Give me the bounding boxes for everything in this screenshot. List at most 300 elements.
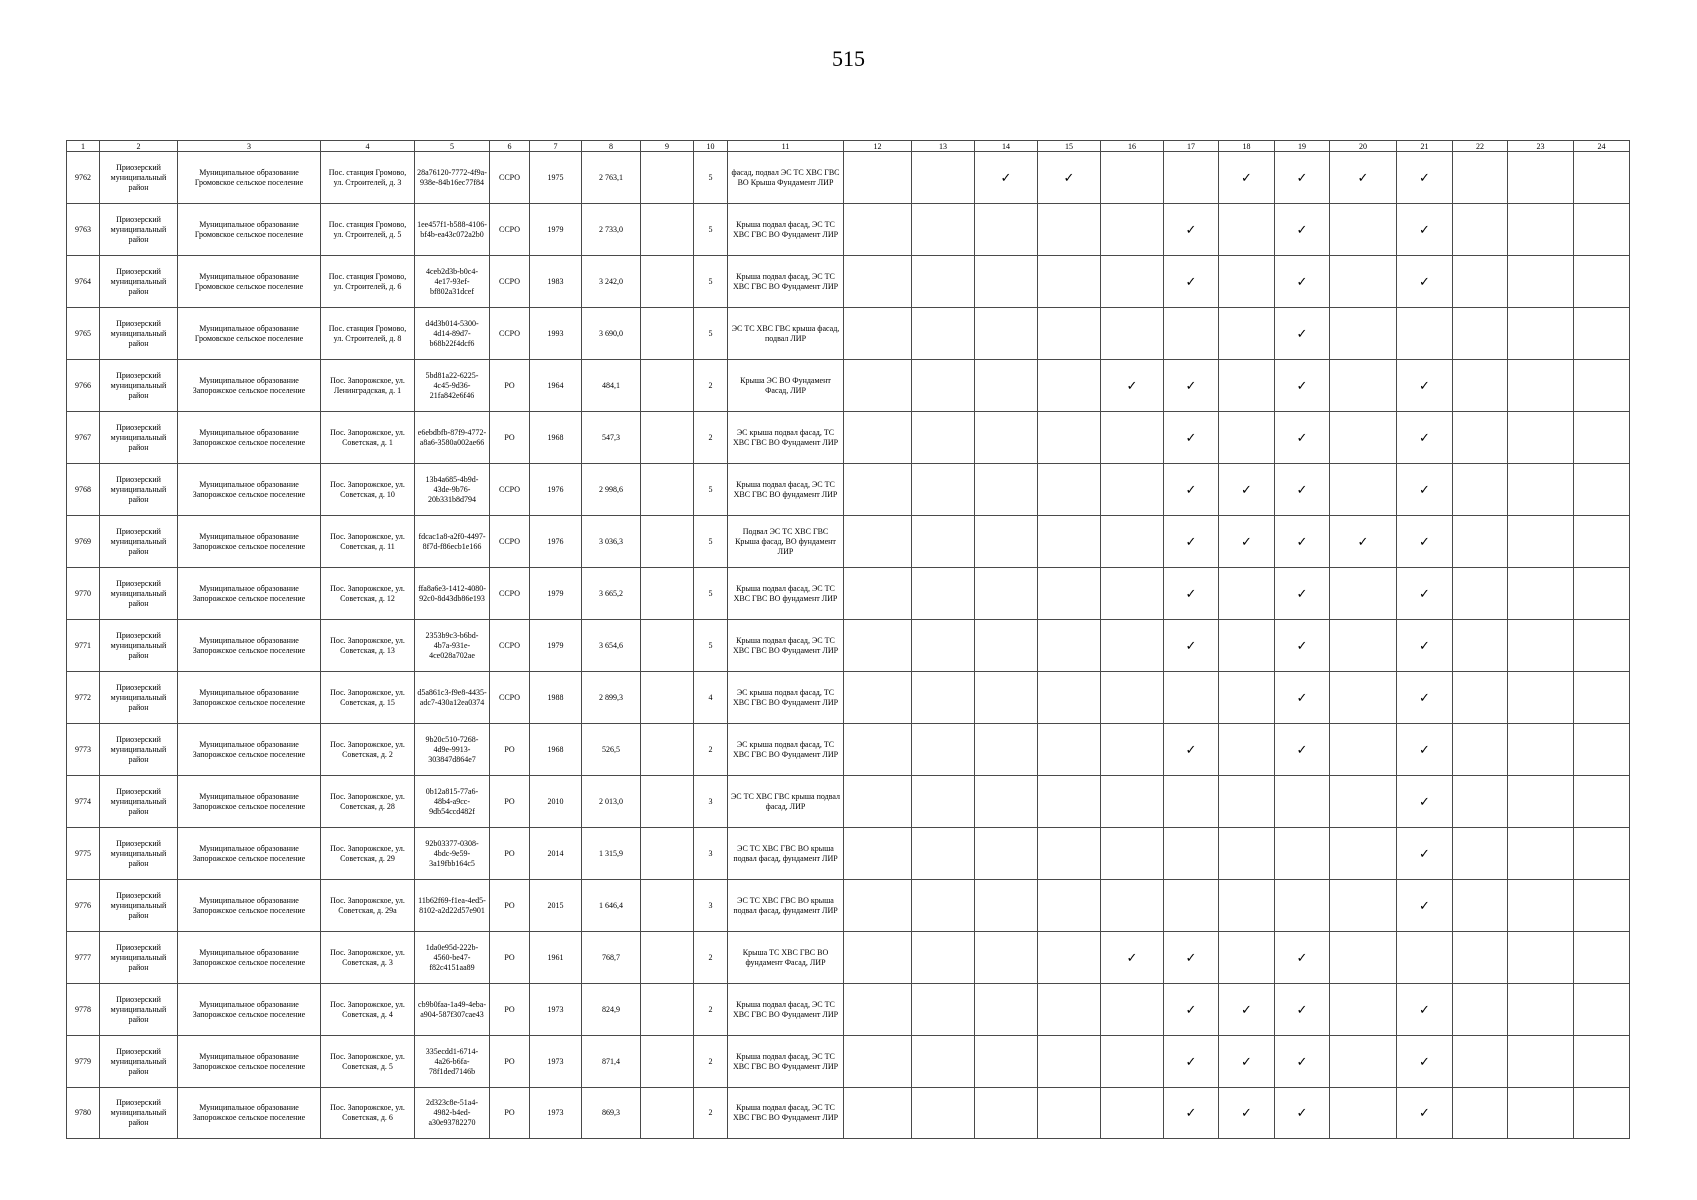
guid-cell: 4ceb2d3b-b0c4-4e17-93ef-bf802a31dcef: [415, 256, 490, 308]
column-9-cell: [641, 1088, 694, 1139]
works-list-cell: Крыша подвал фасад, ЭС ТС ХВС ГВС ВО Фундамент ЛИР: [728, 256, 844, 308]
empty-cell: [912, 256, 975, 308]
empty-cell: [1219, 672, 1275, 724]
address-cell: Пос. Запорожское, ул. Советская, д. 2: [321, 724, 415, 776]
record-number: 9772: [67, 672, 100, 724]
empty-cell: [912, 568, 975, 620]
column-header-21: 21: [1397, 141, 1453, 152]
column-9-cell: [641, 620, 694, 672]
check-mark-icon: ✓: [1275, 984, 1330, 1036]
check-mark-icon: ✓: [1397, 516, 1453, 568]
empty-cell: [1038, 308, 1101, 360]
empty-cell: [1101, 308, 1164, 360]
empty-cell: [1164, 776, 1219, 828]
table-row: [67, 932, 1630, 984]
works-list-cell: Подвал ЭС ТС ХВС ГВС Крыша фасад, ВО фундамент ЛИР: [728, 516, 844, 568]
empty-cell: [844, 672, 912, 724]
empty-cell: [975, 1088, 1038, 1139]
empty-cell: [1038, 1036, 1101, 1088]
year-cell: 1975: [530, 152, 582, 204]
check-mark-icon: ✓: [1397, 568, 1453, 620]
guid-cell: fdcac1a8-a2f0-4497-8f7d-f86ecb1e166: [415, 516, 490, 568]
empty-cell: [1508, 1088, 1574, 1139]
guid-cell: 0b12a815-77a6-48b4-a9cc-9db54ccd482f: [415, 776, 490, 828]
guid-cell: 11b62f69-f1ea-4ed5-8102-a2d22d57e901: [415, 880, 490, 932]
guid-cell: 9b20c510-7268-4d9e-9913-303847d864e7: [415, 724, 490, 776]
column-10-cell: 3: [694, 880, 728, 932]
column-9-cell: [641, 308, 694, 360]
empty-cell: [1330, 568, 1397, 620]
municipality-cell: Муниципальное образование Запорожское сельское поселение: [178, 672, 321, 724]
header-row: [67, 141, 1630, 152]
record-number: 9780: [67, 1088, 100, 1139]
area-cell: 2 998,6: [582, 464, 641, 516]
empty-cell: [912, 308, 975, 360]
empty-cell: [912, 828, 975, 880]
empty-cell: [912, 516, 975, 568]
building-type-cell: ССРО: [490, 516, 530, 568]
works-list-cell: Крыша подвал фасад, ЭС ТС ХВС ГВС ВО фундамент ЛИР: [728, 464, 844, 516]
address-cell: Пос. Запорожское, ул. Советская, д. 11: [321, 516, 415, 568]
empty-cell: [1397, 932, 1453, 984]
guid-cell: 1da0e95d-222b-4560-be47-f82c4151aa89: [415, 932, 490, 984]
works-list-cell: Крыша подвал фасад, ЭС ТС ХВС ГВС ВО Фундамент ЛИР: [728, 1036, 844, 1088]
column-header-24: 24: [1574, 141, 1630, 152]
check-mark-icon: ✓: [1219, 464, 1275, 516]
address-cell: Пос. станция Громово, ул. Строителей, д. 3: [321, 152, 415, 204]
check-mark-icon: ✓: [1397, 776, 1453, 828]
empty-cell: [1508, 568, 1574, 620]
empty-cell: [1038, 256, 1101, 308]
area-cell: 869,3: [582, 1088, 641, 1139]
column-10-cell: 5: [694, 620, 728, 672]
empty-cell: [912, 724, 975, 776]
empty-cell: [1219, 880, 1275, 932]
column-10-cell: 2: [694, 412, 728, 464]
empty-cell: [1508, 620, 1574, 672]
empty-cell: [1101, 984, 1164, 1036]
column-10-cell: 3: [694, 828, 728, 880]
record-number: 9775: [67, 828, 100, 880]
empty-cell: [844, 308, 912, 360]
empty-cell: [1508, 1036, 1574, 1088]
year-cell: 1976: [530, 464, 582, 516]
empty-cell: [975, 880, 1038, 932]
empty-cell: [844, 412, 912, 464]
municipality-cell: Муниципальное образование Громовское сельское поселение: [178, 308, 321, 360]
address-cell: Пос. Запорожское, ул. Советская, д. 5: [321, 1036, 415, 1088]
check-mark-icon: ✓: [1164, 464, 1219, 516]
table-row: [67, 360, 1630, 412]
empty-cell: [1574, 932, 1630, 984]
empty-cell: [1508, 672, 1574, 724]
works-list-cell: ЭС ТС ХВС ГВС крыша фасад, подвал ЛИР: [728, 308, 844, 360]
empty-cell: [1038, 880, 1101, 932]
record-number: 9763: [67, 204, 100, 256]
empty-cell: [1330, 1036, 1397, 1088]
record-number: 9771: [67, 620, 100, 672]
area-cell: 547,3: [582, 412, 641, 464]
check-mark-icon: ✓: [1397, 1088, 1453, 1139]
check-mark-icon: ✓: [1397, 880, 1453, 932]
address-cell: Пос. Запорожское, ул. Советская, д. 12: [321, 568, 415, 620]
column-header-4: 4: [321, 141, 415, 152]
column-header-17: 17: [1164, 141, 1219, 152]
empty-cell: [1453, 256, 1508, 308]
municipality-cell: Муниципальное образование Запорожское сельское поселение: [178, 516, 321, 568]
check-mark-icon: ✓: [1101, 360, 1164, 412]
column-header-5: 5: [415, 141, 490, 152]
year-cell: 1973: [530, 1088, 582, 1139]
empty-cell: [1574, 880, 1630, 932]
column-header-10: 10: [694, 141, 728, 152]
check-mark-icon: ✓: [1164, 204, 1219, 256]
check-mark-icon: ✓: [1275, 672, 1330, 724]
empty-cell: [975, 828, 1038, 880]
guid-cell: 2353b9c3-b6bd-4b7a-931e-4ce028a702ae: [415, 620, 490, 672]
empty-cell: [1275, 880, 1330, 932]
check-mark-icon: ✓: [1038, 152, 1101, 204]
empty-cell: [1508, 516, 1574, 568]
empty-cell: [1101, 672, 1164, 724]
empty-cell: [1101, 412, 1164, 464]
building-type-cell: РО: [490, 776, 530, 828]
check-mark-icon: ✓: [1164, 1088, 1219, 1139]
empty-cell: [975, 412, 1038, 464]
empty-cell: [1453, 984, 1508, 1036]
year-cell: 1961: [530, 932, 582, 984]
empty-cell: [1508, 412, 1574, 464]
empty-cell: [1508, 724, 1574, 776]
empty-cell: [1330, 984, 1397, 1036]
empty-cell: [844, 620, 912, 672]
municipality-cell: Муниципальное образование Запорожское сельское поселение: [178, 880, 321, 932]
empty-cell: [1453, 412, 1508, 464]
guid-cell: cb9b0faa-1a49-4eba-a904-587f307cae43: [415, 984, 490, 1036]
building-type-cell: ССРО: [490, 672, 530, 724]
table-row: [67, 516, 1630, 568]
check-mark-icon: ✓: [1275, 932, 1330, 984]
empty-cell: [1038, 1088, 1101, 1139]
empty-cell: [1164, 828, 1219, 880]
check-mark-icon: ✓: [1164, 724, 1219, 776]
column-header-7: 7: [530, 141, 582, 152]
column-9-cell: [641, 828, 694, 880]
works-list-cell: Крыша подвал фасад, ЭС ТС ХВС ГВС ВО Фундамент ЛИР: [728, 620, 844, 672]
municipality-cell: Муниципальное образование Запорожское сельское поселение: [178, 984, 321, 1036]
check-mark-icon: ✓: [1275, 620, 1330, 672]
record-number: 9764: [67, 256, 100, 308]
district-cell: Приозерский муниципальный район: [100, 932, 178, 984]
address-cell: Пос. Запорожское, ул. Советская, д. 6: [321, 1088, 415, 1139]
empty-cell: [1219, 620, 1275, 672]
address-cell: Пос. Запорожское, ул. Советская, д. 4: [321, 984, 415, 1036]
district-cell: Приозерский муниципальный район: [100, 256, 178, 308]
municipality-cell: Муниципальное образование Запорожское сельское поселение: [178, 1088, 321, 1139]
district-cell: Приозерский муниципальный район: [100, 1036, 178, 1088]
check-mark-icon: ✓: [1275, 308, 1330, 360]
empty-cell: [1574, 828, 1630, 880]
column-10-cell: 2: [694, 360, 728, 412]
check-mark-icon: ✓: [1219, 984, 1275, 1036]
check-mark-icon: ✓: [1275, 204, 1330, 256]
column-10-cell: 5: [694, 516, 728, 568]
empty-cell: [975, 724, 1038, 776]
empty-cell: [1330, 360, 1397, 412]
empty-cell: [1101, 152, 1164, 204]
year-cell: 1968: [530, 724, 582, 776]
address-cell: Пос. Запорожское, ул. Ленинградская, д. 1: [321, 360, 415, 412]
column-9-cell: [641, 360, 694, 412]
check-mark-icon: ✓: [1275, 360, 1330, 412]
table-row: [67, 412, 1630, 464]
empty-cell: [975, 308, 1038, 360]
empty-cell: [1219, 568, 1275, 620]
empty-cell: [1219, 308, 1275, 360]
record-number: 9766: [67, 360, 100, 412]
empty-cell: [1101, 828, 1164, 880]
empty-cell: [1453, 776, 1508, 828]
empty-cell: [844, 516, 912, 568]
empty-cell: [1101, 568, 1164, 620]
empty-cell: [1453, 308, 1508, 360]
column-10-cell: 2: [694, 1036, 728, 1088]
works-list-cell: ЭС ТС ХВС ГВС ВО крыша подвал фасад, фундамент ЛИР: [728, 828, 844, 880]
check-mark-icon: ✓: [1275, 724, 1330, 776]
building-type-cell: ССРО: [490, 464, 530, 516]
works-list-cell: фасад, подвал ЭС ТС ХВС ГВС ВО Крыша Фундамент ЛИР: [728, 152, 844, 204]
empty-cell: [975, 256, 1038, 308]
empty-cell: [844, 568, 912, 620]
building-type-cell: РО: [490, 412, 530, 464]
address-cell: Пос. Запорожское, ул. Советская, д. 28: [321, 776, 415, 828]
empty-cell: [1330, 204, 1397, 256]
guid-cell: d5a861c3-f9e8-4435-adc7-430a12ea0374: [415, 672, 490, 724]
empty-cell: [975, 204, 1038, 256]
empty-cell: [1453, 568, 1508, 620]
record-number: 9777: [67, 932, 100, 984]
check-mark-icon: ✓: [1219, 516, 1275, 568]
check-mark-icon: ✓: [1330, 152, 1397, 204]
district-cell: Приозерский муниципальный район: [100, 984, 178, 1036]
building-type-cell: РО: [490, 360, 530, 412]
year-cell: 1979: [530, 204, 582, 256]
empty-cell: [1330, 1088, 1397, 1139]
empty-cell: [1038, 204, 1101, 256]
check-mark-icon: ✓: [1397, 152, 1453, 204]
register-table: [66, 140, 1630, 1139]
empty-cell: [1574, 464, 1630, 516]
empty-cell: [912, 932, 975, 984]
empty-cell: [1508, 152, 1574, 204]
column-header-23: 23: [1508, 141, 1574, 152]
district-cell: Приозерский муниципальный район: [100, 308, 178, 360]
works-list-cell: Крыша подвал фасад, ЭС ТС ХВС ГВС ВО Фундамент ЛИР: [728, 1088, 844, 1139]
building-type-cell: РО: [490, 724, 530, 776]
empty-cell: [1038, 568, 1101, 620]
empty-cell: [1219, 256, 1275, 308]
check-mark-icon: ✓: [1397, 620, 1453, 672]
works-list-cell: Крыша подвал фасад, ЭС ТС ХВС ГВС ВО Фундамент ЛИР: [728, 984, 844, 1036]
empty-cell: [1330, 932, 1397, 984]
check-mark-icon: ✓: [1397, 672, 1453, 724]
empty-cell: [1219, 412, 1275, 464]
empty-cell: [1574, 516, 1630, 568]
empty-cell: [844, 1088, 912, 1139]
empty-cell: [1508, 932, 1574, 984]
building-type-cell: ССРО: [490, 204, 530, 256]
empty-cell: [1038, 932, 1101, 984]
record-number: 9773: [67, 724, 100, 776]
check-mark-icon: ✓: [975, 152, 1038, 204]
empty-cell: [912, 776, 975, 828]
area-cell: 3 690,0: [582, 308, 641, 360]
table-row: [67, 1036, 1630, 1088]
table-row: [67, 984, 1630, 1036]
check-mark-icon: ✓: [1275, 568, 1330, 620]
empty-cell: [1164, 308, 1219, 360]
table-row: [67, 828, 1630, 880]
works-list-cell: Крыша ТС ХВС ГВС ВО фундамент Фасад, ЛИР: [728, 932, 844, 984]
table-row: [67, 308, 1630, 360]
column-9-cell: [641, 568, 694, 620]
empty-cell: [1453, 932, 1508, 984]
empty-cell: [1574, 308, 1630, 360]
address-cell: Пос. станция Громово, ул. Строителей, д. 5: [321, 204, 415, 256]
table-row: [67, 724, 1630, 776]
empty-cell: [1101, 204, 1164, 256]
empty-cell: [975, 620, 1038, 672]
empty-cell: [1330, 308, 1397, 360]
column-10-cell: 5: [694, 152, 728, 204]
column-header-13: 13: [912, 141, 975, 152]
check-mark-icon: ✓: [1219, 152, 1275, 204]
empty-cell: [912, 412, 975, 464]
municipality-cell: Муниципальное образование Громовское сельское поселение: [178, 256, 321, 308]
table-row: [67, 672, 1630, 724]
empty-cell: [1164, 672, 1219, 724]
empty-cell: [844, 204, 912, 256]
empty-cell: [1219, 724, 1275, 776]
check-mark-icon: ✓: [1397, 464, 1453, 516]
works-list-cell: ЭС крыша подвал фасад, ТС ХВС ГВС ВО Фундамент ЛИР: [728, 724, 844, 776]
check-mark-icon: ✓: [1164, 620, 1219, 672]
record-number: 9774: [67, 776, 100, 828]
empty-cell: [975, 516, 1038, 568]
column-9-cell: [641, 256, 694, 308]
year-cell: 1976: [530, 516, 582, 568]
empty-cell: [1574, 1036, 1630, 1088]
empty-cell: [1038, 412, 1101, 464]
empty-cell: [1101, 1088, 1164, 1139]
empty-cell: [912, 1036, 975, 1088]
check-mark-icon: ✓: [1101, 932, 1164, 984]
empty-cell: [1164, 152, 1219, 204]
check-mark-icon: ✓: [1275, 464, 1330, 516]
empty-cell: [1574, 776, 1630, 828]
column-10-cell: 2: [694, 1088, 728, 1139]
empty-cell: [1101, 464, 1164, 516]
check-mark-icon: ✓: [1275, 152, 1330, 204]
empty-cell: [1453, 152, 1508, 204]
district-cell: Приозерский муниципальный район: [100, 204, 178, 256]
empty-cell: [1219, 360, 1275, 412]
empty-cell: [912, 620, 975, 672]
year-cell: 1973: [530, 984, 582, 1036]
empty-cell: [1453, 724, 1508, 776]
empty-cell: [844, 360, 912, 412]
column-header-6: 6: [490, 141, 530, 152]
check-mark-icon: ✓: [1397, 1036, 1453, 1088]
record-number: 9770: [67, 568, 100, 620]
check-mark-icon: ✓: [1275, 412, 1330, 464]
empty-cell: [912, 152, 975, 204]
check-mark-icon: ✓: [1219, 1088, 1275, 1139]
building-type-cell: РО: [490, 828, 530, 880]
municipality-cell: Муниципальное образование Запорожское сельское поселение: [178, 724, 321, 776]
municipality-cell: Муниципальное образование Запорожское сельское поселение: [178, 464, 321, 516]
area-cell: 3 665,2: [582, 568, 641, 620]
column-9-cell: [641, 880, 694, 932]
building-type-cell: ССРО: [490, 256, 530, 308]
check-mark-icon: ✓: [1397, 412, 1453, 464]
municipality-cell: Муниципальное образование Запорожское сельское поселение: [178, 568, 321, 620]
empty-cell: [1275, 828, 1330, 880]
check-mark-icon: ✓: [1397, 828, 1453, 880]
address-cell: Пос. Запорожское, ул. Советская, д. 15: [321, 672, 415, 724]
guid-cell: 92b03377-0308-4bdc-9e59-3a19fbb164c5: [415, 828, 490, 880]
check-mark-icon: ✓: [1164, 1036, 1219, 1088]
empty-cell: [1508, 256, 1574, 308]
building-type-cell: РО: [490, 984, 530, 1036]
area-cell: 526,5: [582, 724, 641, 776]
district-cell: Приозерский муниципальный район: [100, 776, 178, 828]
record-number: 9778: [67, 984, 100, 1036]
empty-cell: [912, 984, 975, 1036]
district-cell: Приозерский муниципальный район: [100, 568, 178, 620]
check-mark-icon: ✓: [1275, 516, 1330, 568]
empty-cell: [1574, 204, 1630, 256]
year-cell: 1979: [530, 568, 582, 620]
column-10-cell: 2: [694, 932, 728, 984]
empty-cell: [1330, 828, 1397, 880]
table-row: [67, 256, 1630, 308]
district-cell: Приозерский муниципальный район: [100, 672, 178, 724]
empty-cell: [844, 256, 912, 308]
district-cell: Приозерский муниципальный район: [100, 828, 178, 880]
municipality-cell: Муниципальное образование Запорожское сельское поселение: [178, 1036, 321, 1088]
district-cell: Приозерский муниципальный район: [100, 360, 178, 412]
column-header-1: 1: [67, 141, 100, 152]
area-cell: 3 036,3: [582, 516, 641, 568]
building-type-cell: ССРО: [490, 308, 530, 360]
year-cell: 1988: [530, 672, 582, 724]
check-mark-icon: ✓: [1397, 360, 1453, 412]
guid-cell: 13b4a685-4b9d-43de-9b76-20b331b8d794: [415, 464, 490, 516]
empty-cell: [975, 1036, 1038, 1088]
column-10-cell: 4: [694, 672, 728, 724]
empty-cell: [1275, 776, 1330, 828]
table-row: [67, 568, 1630, 620]
column-header-14: 14: [975, 141, 1038, 152]
empty-cell: [1508, 464, 1574, 516]
empty-cell: [1330, 620, 1397, 672]
municipality-cell: Муниципальное образование Запорожское сельское поселение: [178, 620, 321, 672]
table-row: [67, 204, 1630, 256]
guid-cell: ffa8a6e3-1412-4080-92c0-8d43db86e193: [415, 568, 490, 620]
building-type-cell: РО: [490, 880, 530, 932]
empty-cell: [912, 360, 975, 412]
